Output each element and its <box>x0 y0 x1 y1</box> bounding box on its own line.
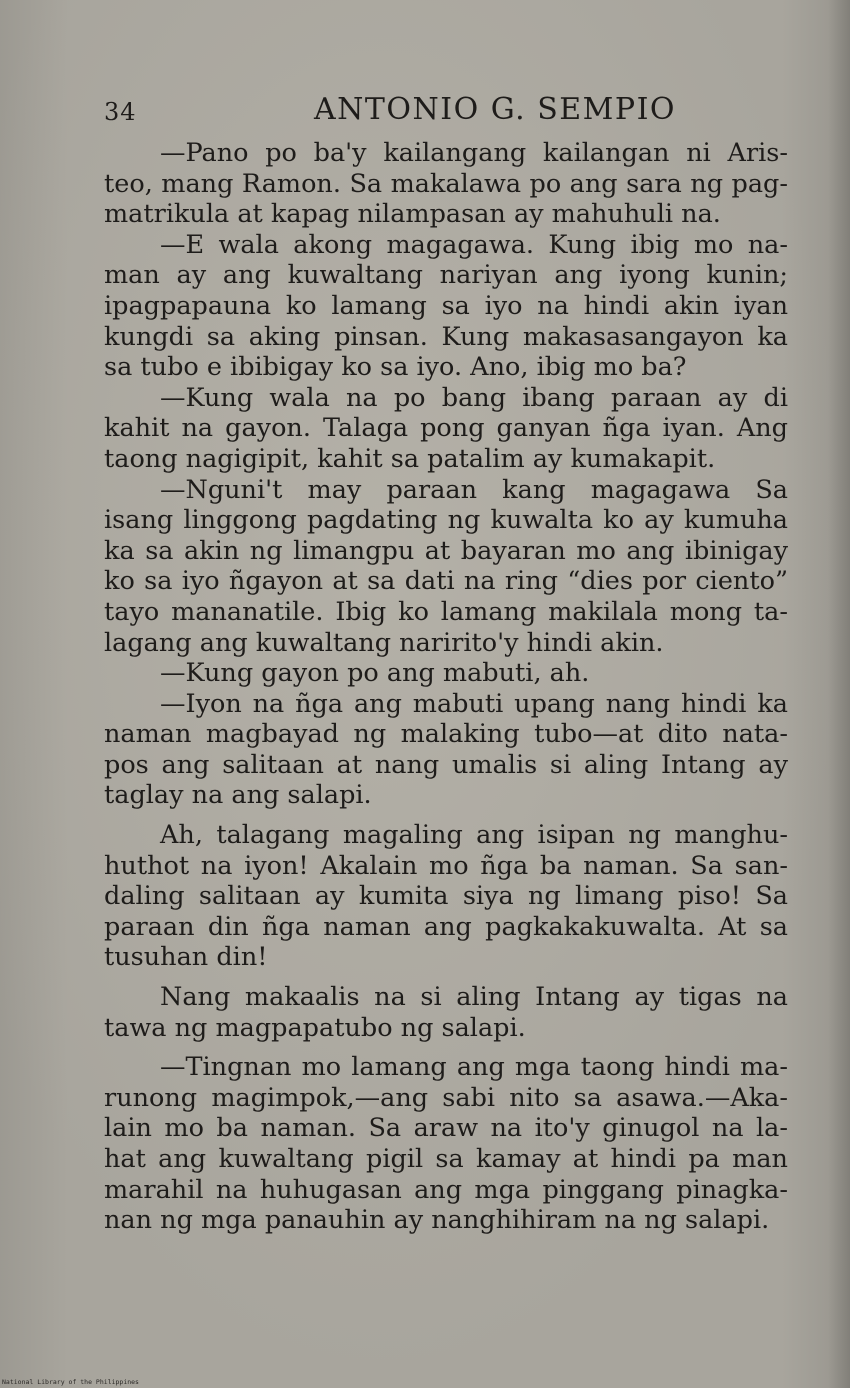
text-line: —Iyon na ñga ang mabuti upang nang hindi ka <box>160 688 788 719</box>
text-line: lain mo ba naman. Sa araw na ito'y ginugol na la- <box>104 1113 788 1144</box>
text-line: sa tubo e ibibigay ko sa iyo. Ano, ibig mo ba? <box>104 352 687 383</box>
text-line: runong magimpok,—ang sabi nito sa asawa.—Aka- <box>104 1082 788 1113</box>
text-line: hat ang kuwaltang pigil sa kamay at hindi pa man <box>104 1144 788 1174</box>
text-line: man ay ang kuwaltang nariyan ang iyong kunin; <box>104 260 788 291</box>
text-line: —E wala akong magagawa. Kung ibig mo na- <box>160 229 788 260</box>
text-line: taglay na ang salapi. <box>104 780 372 811</box>
text-line: nan ng mga panauhin ay nanghihiram na ng salapi. <box>104 1205 770 1236</box>
page-number: 34 <box>104 98 137 126</box>
text-line: —Tingnan mo lamang ang mga taong hindi ma- <box>160 1052 788 1083</box>
running-head: ANTONIO G. SEMPIO <box>314 92 677 127</box>
text-line: Ah, talagang magaling ang isipan ng manghu- <box>160 820 788 851</box>
footer-credit: National Library of the Philippines <box>2 1378 139 1386</box>
page-header <box>104 92 794 136</box>
text-line: taong nagigipit, kahit sa patalim ay kumakapit. <box>104 443 716 474</box>
text-line: —Kung gayon po ang mabuti, ah. <box>160 658 590 689</box>
text-line: ko sa iyo ñgayon at sa dati na ring “dies por ciento” <box>104 566 788 597</box>
text-line: ipagpapauna ko lamang sa iyo na hindi akin iyan <box>104 290 788 321</box>
text-line: —Kung wala na po bang ibang paraan ay di <box>160 382 788 413</box>
text-line: tusuhan din! <box>104 942 268 973</box>
text-line: ka sa akin ng limangpu at bayaran mo ang ibinigay <box>104 535 788 566</box>
text-line: paraan din ñga naman ang pagkakakuwalta. At sa <box>104 911 788 942</box>
text-line: —Nguni't may paraan kang magagawa Sa <box>160 474 788 505</box>
text-line: matrikula at kapag nilampasan ay mahuhuli na. <box>104 199 721 230</box>
text-line: kahit na gayon. Talaga pong ganyan ñga iyan. Ang <box>104 413 788 444</box>
text-line: marahil na huhugasan ang mga pinggang pinagka- <box>104 1174 788 1205</box>
text-line: pos ang salitaan at nang umalis si aling Intang ay <box>104 749 788 780</box>
text-line: huthot na iyon! Akalain mo ñga ba naman. Sa san- <box>104 850 788 881</box>
text-line: —Pano po ba'y kailangang kailangan ni Aris- <box>160 138 788 168</box>
text-line: teo, mang Ramon. Sa makalawa po ang sara ng pag- <box>104 168 788 199</box>
page-edge-shadow <box>828 0 850 1388</box>
text-line: tawa ng magpapatubo ng salapi. <box>104 1012 526 1043</box>
text-line: Nang makaalis na si aling Intang ay tigas na <box>160 982 788 1013</box>
text-line: lagang ang kuwaltang naririto'y hindi akin. <box>104 627 664 658</box>
text-line: tayo mananatile. Ibig ko lamang makilala mong ta- <box>104 596 788 627</box>
body-text <box>104 138 788 1236</box>
text-line: isang linggong pagdating ng kuwalta ko ay kumuha <box>104 505 788 536</box>
text-line: naman magbayad ng malaking tubo—at dito nata- <box>104 719 788 750</box>
text-line: kungdi sa aking pinsan. Kung makasasangayon ka <box>104 321 788 352</box>
text-line: daling salitaan ay kumita siya ng limang piso! Sa <box>104 881 788 912</box>
